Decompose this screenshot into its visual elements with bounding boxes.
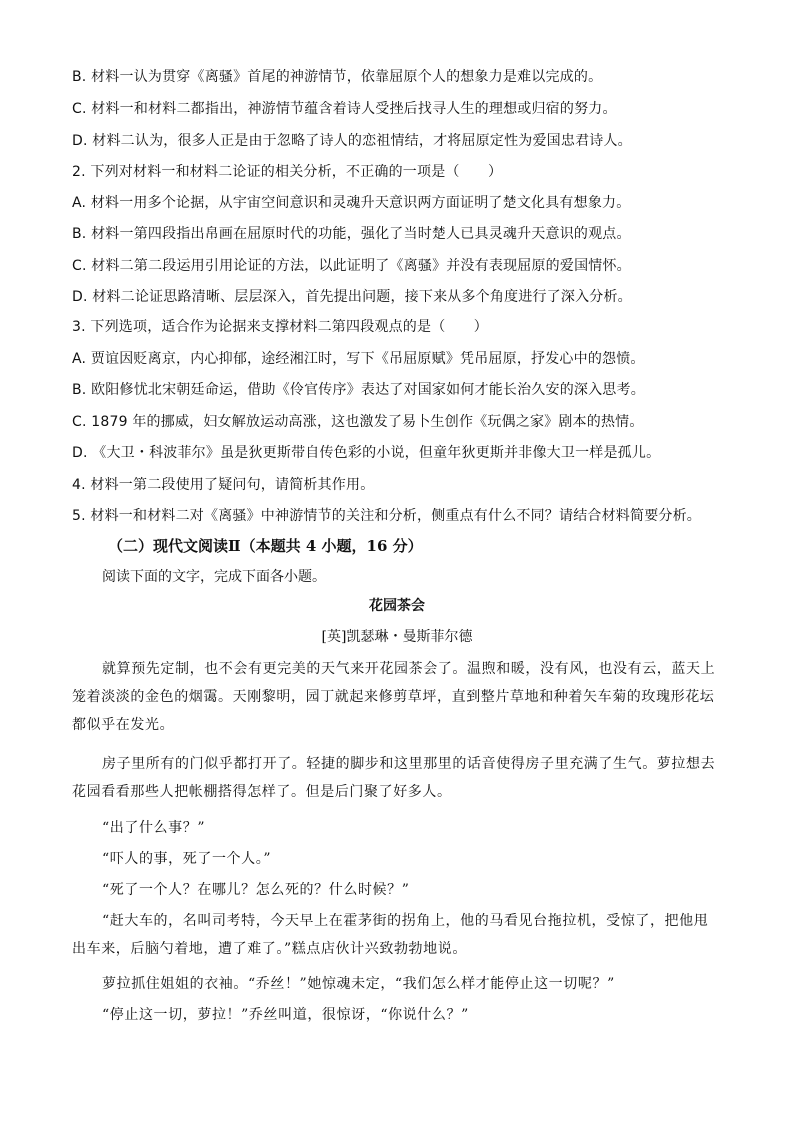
question-2-option-c: C. 材料二第二段运用引用论证的方法，以此证明了《离骚》并没有表现屈原的爱国情怀。 (72, 258, 631, 274)
question-3-option-a: A. 贾谊因贬离京，内心抑郁，途经湘江时，写下《吊屈原赋》凭吊屈原，抒发心中的怨愤。 (72, 351, 645, 367)
story-paragraph-8: “停止这一切，萝拉！”乔丝叫道，很惊讶，“你说什么？” (102, 1007, 469, 1023)
question-2-option-b: B. 材料一第四段指出帛画在屈原时代的功能，强化了当时楚人已具灵魂升天意识的观点。 (72, 226, 631, 242)
section-heading: （二）现代文阅读Ⅱ（本题共 4 小题，16 分） (108, 537, 423, 555)
story-title: 花园茶会 (369, 598, 425, 614)
question-3-option-b: B. 欧阳修忧北宋朝廷命运，借助《伶官传序》表达了对国家如何才能长治久安的深入思考。 (72, 382, 645, 398)
question-1-option-c: C. 材料一和材料二都指出，神游情节蕴含着诗人受挫后找寻人生的理想或归宿的努力。 (72, 101, 617, 117)
story-paragraph-5: “死了一个人？在哪儿？怎么死的？什么时候？” (102, 882, 410, 898)
question-1-option-b: B. 材料一认为贯穿《离骚》首尾的神游情节，依靠屈原个人的想象力是难以完成的。 (72, 69, 603, 85)
question-1-option-d: D. 材料二认为，很多人正是由于忽略了诗人的恋祖情结，才将屈原定性为爱国忠君诗人。 (72, 133, 632, 149)
question-2-option-a: A. 材料一用多个论据，从宇宙空间意识和灵魂升天意识两方面证明了楚文化具有想象力。 (72, 195, 631, 211)
question-3-option-d: D. 《大卫・科波菲尔》虽是狄更斯带自传色彩的小说，但童年狄更斯并非像大卫一样是孤儿。 (72, 445, 661, 461)
reading-instruction: 阅读下面的文字，完成下面各小题。 (102, 569, 326, 585)
story-author: [英]凯瑟琳・曼斯菲尔德 (321, 629, 473, 645)
story-paragraph-1: 就算预先定制，也不会有更完美的天气来开花园茶会了。温煦和暖，没有风，也没有云，蓝天上笼着淡淡的金色的烟霭。天刚黎明，园丁就起来修剪草坪，直到整片草地和种着矢车菊的玫瑰形花坛都似乎在发光。 (72, 661, 716, 733)
question-2-option-d: D. 材料二论证思路清晰、层层深入，首先提出问题，接下来从多个角度进行了深入分析。 (72, 289, 632, 305)
story-paragraph-3: “出了什么事？” (102, 820, 206, 836)
story-paragraph-2: 房子里所有的门似乎都打开了。轻捷的脚步和这里那里的话音使得房子里充满了生气。萝拉想去花园看看那些人把帐棚搭得怎样了。但是后门聚了好多人。 (72, 756, 716, 800)
question-2-stem: 2. 下列对材料一和材料二论证的相关分析，不正确的一项是（ ） (72, 164, 503, 180)
question-3-stem: 3. 下列选项，适合作为论据来支撑材料二第四段观点的是（ ） (72, 319, 489, 335)
question-5: 5. 材料一和材料二对《离骚》中神游情节的关注和分析，侧重点有什么不同？请结合材料简要分析。 (72, 508, 702, 524)
question-4: 4. 材料一第二段使用了疑问句，请简析其作用。 (72, 477, 375, 493)
story-paragraph-7: 萝拉抓住姐姐的衣袖。“乔丝！”她惊魂未定，“我们怎么样才能停止这一切呢？” (102, 976, 615, 992)
story-paragraph-6: “赶大车的，名叫司考特，今天早上在霍茅街的拐角上，他的马看见台拖拉机，受惊了，把他甩出车来，后脑勺着地，遭了难了。”糕点店伙计兴致勃勃地说。 (72, 913, 709, 957)
question-3-option-c: C. 1879 年的挪威，妇女解放运动高涨，这也激发了易卜生创作《玩偶之家》剧本的热情。 (72, 414, 644, 430)
story-paragraph-4: “吓人的事，死了一个人。” (102, 851, 272, 867)
